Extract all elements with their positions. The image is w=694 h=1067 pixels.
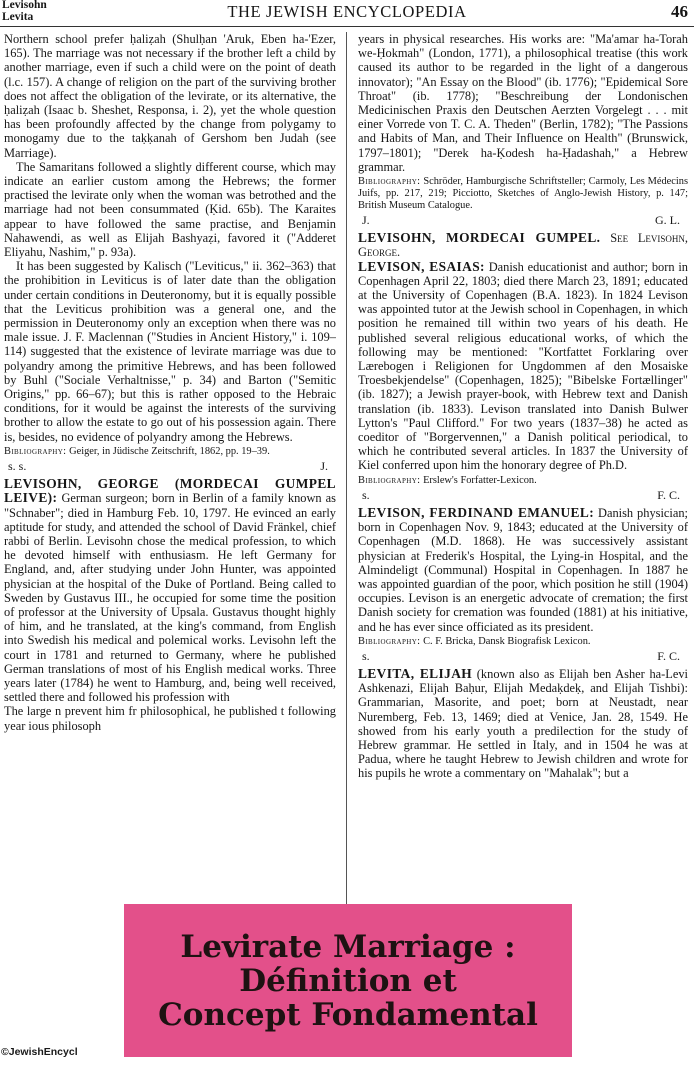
entry-body <box>358 260 688 473</box>
signature-esaias <box>362 488 680 502</box>
header-rule <box>0 26 694 27</box>
bibliography-label: Bibliography: <box>358 474 421 486</box>
entry-levison-esaias <box>358 260 688 473</box>
entry-body <box>4 477 336 704</box>
signature-left: s. <box>362 487 370 502</box>
entry-text: (known also as Elijah ben Asher ha-Levi Ashkenazi, Elijah Baḥur, Elijah Medaḳdeḳ, and Elijah Tishbi): Grammarian, Masorite, and poet; born at Neustadt, near Nuremberg, Feb. 13, 1469; died at Venice, Jan. 28, 1549. He showed from his early youth a predilection for the study of Hebrew grammar. He settled in Italy, and in 1504 he was at Padua, where he taught Hebrew to Jewish children and wrote for his pupils he wrote a commentary on "Mahalak"; but a <box>358 666 688 781</box>
signature-right: F. C. <box>657 648 680 663</box>
entry-heading: LEVITA, ELIJAH <box>358 665 473 681</box>
entry-text: Danish educationist and author; born in Copenhagen April 22, 1803; died there March 23, 1891; educated at the University of Copenhagen (B.A. 1823). In 1824 Levison was appointed tutor at the Jewish school in Copenhagen, in which position he remained till within two years of his death. He published several religious educational works, of which the following may be mentioned: "Kortfattet Forklaring over Lærebogen i Religionen for Ungdommen af den Mosaiske Troesbekjendelse" (Copenhagen, 1825); "Bibelske Fortællinger" (ib. 1827); a Jewish prayer-book, with Hebrew text and Danish translation (ib. 1833). Levison translated into Danish Bulwer Lytton's "Paul Clifford." For two years (1837–38) he acted as coeditor of "Borgervennen," a Danish political periodical, to which he contributed several articles. In 1837 the University of Kiel conferred upon him the honorary degree of Ph.D. <box>358 259 688 473</box>
bibliography-label: Bibliography: <box>4 445 67 457</box>
title-overlay-banner <box>124 904 572 1057</box>
entry-levisohn-mordecai <box>358 231 688 259</box>
entry-levisohn-george <box>4 477 336 733</box>
entry-text: German surgeon; born in Berlin of a family known as "Schnaber"; died in Hamburg Feb. 10, 1797. He evinced an early aptitude for study, and attended the school of David Fränkel, chief rabbi of Berlin. Levisohn chose the medical profession, to which he devoted himself with enthusiasm. He left Germany for England, and, after studying under John Hunter, was appointed physician at the hospital of the Duke of Portland. Being called to Sweden by Gustavus III., he occupied for some time the position of professor at the University of Upsala. Gustavus thought highly of him, and he translated, at the king's command, from English into Swedish his medical and polemical works. Levisohn left the court in 1781 and returned to Germany, where he published German translations of most of his English medical works. Three years later (1784) he went to Hamburg, and, being well received, settled there and followed his profession with <box>4 491 336 705</box>
running-head-first: Levisohn <box>2 0 47 11</box>
column-divider <box>346 32 347 1052</box>
signature-right: F. C. <box>657 487 680 502</box>
george-works-paragraph: years in physical researches. His works are: "Ma'amar ha-Torah we-Ḥokmah" (London, 1771), a philosophical treatise (this work caused its author to be regarded in the light of a dangerous innovator); "An Essay on the Blood" (ib. 1776); "Epidemical Sore Throat" (ib. 1778); "Beschreibung der Londonischen Medicinischen Praxis den Deutschen Aerzten Vorgelegt . . . mit einer Vorrede von T. C. A. Theden" (Berlin, 1782); "The Passions and Habits of Man, and Their Influence on Health" (Brunswick, 1797–1801); "Derek ha-Ḳodesh ha-Ḥadashah," a Hebrew grammar. <box>358 32 688 174</box>
cross-reference-link[interactable]: See Levisohn, George. <box>358 231 688 260</box>
levirate-paragraph-2: The Samaritans followed a slightly different course, which may indicate an earlier custom among the Hebrews; the former practised the levirate only when the woman was betrothed and the marriage had not been consummated (Ḳid. 65b). The Karaites appear to have followed the same practise, and Benjamin Nahawendi, as well as Elijah Bashyaẓi, favored it ("Adderet Eliyahu, Nashim," p. 93a). <box>4 159 336 260</box>
entry-continuation: The large n prevent him fr philosophical, he published t following year ious philosoph <box>4 704 336 733</box>
signature-levirate <box>8 459 328 473</box>
signature-george <box>362 213 680 227</box>
entry-heading: LEVISON, ESAIAS: <box>358 258 485 274</box>
levirate-paragraph-1: Northern school prefer ḥaliẓah (Shulḥan 'Aruk, Eben ha-'Ezer, 165). The marriage was not necessary if the brother left a child by another marriage, even if such a child were on the point of death (l.c. 157). A change of religion on the part of the surviving brother does not affect the obligation of the levirate, or its alternative, the ḥaliẓah (Isaac b. Sheshet, Responsa, i. 2), yet the whole question has been profoundly affected by the change from polygamy to monogamy due to the taḳḳanah of Gershom ben Judah (see Marriage). <box>4 32 336 160</box>
page-number: 46 <box>671 2 688 21</box>
entry-heading: LEVISOHN, MORDECAI GUMPEL. <box>358 230 601 246</box>
entry-body <box>358 506 688 634</box>
signature-left: J. <box>362 213 370 228</box>
entry-heading: LEVISON, FERDINAND EMANUEL: <box>358 504 595 520</box>
bibliography-levirate <box>4 446 336 458</box>
overlay-title-line-1: Levirate Marriage : <box>180 928 516 965</box>
overlay-title-line-2: Définition et <box>239 962 457 999</box>
entry-body <box>358 231 688 259</box>
bibliography-label: Bibliography: <box>358 176 421 188</box>
levirate-paragraph-3: It has been suggested by Kalisch ("Leviticus," ii. 362–363) that the prohibition in Leviticus is of later date than the obligation under certain conditions in Deuteronomy, but it is equally possible that the Leviticus prohibition was a general one, and the permission in Deuteronomy only an exception when there was no male issue. J. F. Maclennan ("Studies in Ancient History," i. 109–114) suggested that the existence of levirate marriage was due to polyandry among the primitive Hebrews, and has been followed by Buhl ("Sociale Verhaltnisse," p. 34) and Barton ("Semitic Origins," pp. 66–67); but this is rather opposed to the Hebraic conditions, for it would be against the interests of the surviving brother to allow the estate to go out of his possession again. There is, besides, no evidence of polyandry among the Hebrews. <box>4 259 336 444</box>
bibliography-ferdinand <box>358 636 688 648</box>
bibliography-label: Bibliography: <box>358 635 421 647</box>
signature-ferdinand <box>362 649 680 663</box>
signature-left: s. s. <box>8 458 27 473</box>
bibliography-esaias <box>358 475 688 487</box>
entry-text: Danish physician; born in Copenhagen Nov. 9, 1843; educated at the University of Copenhagen (M.D. 1868). He was successively assistant physician at Frederik's Hospital, the Lying-in Hospital, and the Almindeligt (Communal) Hospital in Copenhagen. In 1887 he was appointed guardian of the poor, which position he still (1904) occupies. Levison is an energetic advocate of cremation; the first Danish society for cremation was founded (1881) at his initiative, and he has ever since officiated as its president. <box>358 505 688 634</box>
bibliography-george <box>358 176 688 212</box>
entry-levita-elijah <box>358 667 688 781</box>
entry-body <box>358 667 688 781</box>
bibliography-text: Geiger, in Jüdische Zeitschrift, 1862, pp. 19–39. <box>69 445 270 457</box>
bibliography-text: C. F. Bricka, Dansk Biografisk Lexicon. <box>423 635 591 647</box>
bibliography-text: Schröder, Hamburgische Schriftsteller; Carmoly, Les Médecins Juifs, pp. 217, 219; Picciotto, Sketches of Anglo-Jewish History, p. 147; British Museum Catalogue. <box>358 176 688 212</box>
copyright-watermark: ©JewishEncycl <box>1 1046 78 1058</box>
signature-left: s. <box>362 648 370 663</box>
entry-levison-ferdinand <box>358 506 688 634</box>
page-header <box>0 0 694 26</box>
bibliography-text: Erslew's Forfatter-Lexicon. <box>423 474 537 486</box>
journal-title: THE JEWISH ENCYCLOPEDIA <box>227 2 467 21</box>
signature-right: J. <box>320 458 328 473</box>
signature-right: G. L. <box>655 213 680 228</box>
running-head-last: Levita <box>2 10 34 23</box>
overlay-title-line-3: Concept Fondamental <box>158 996 538 1033</box>
entry-heading: LEVISOHN, GEORGE (MORDECAI GUMPEL LEIVE): <box>4 476 336 506</box>
